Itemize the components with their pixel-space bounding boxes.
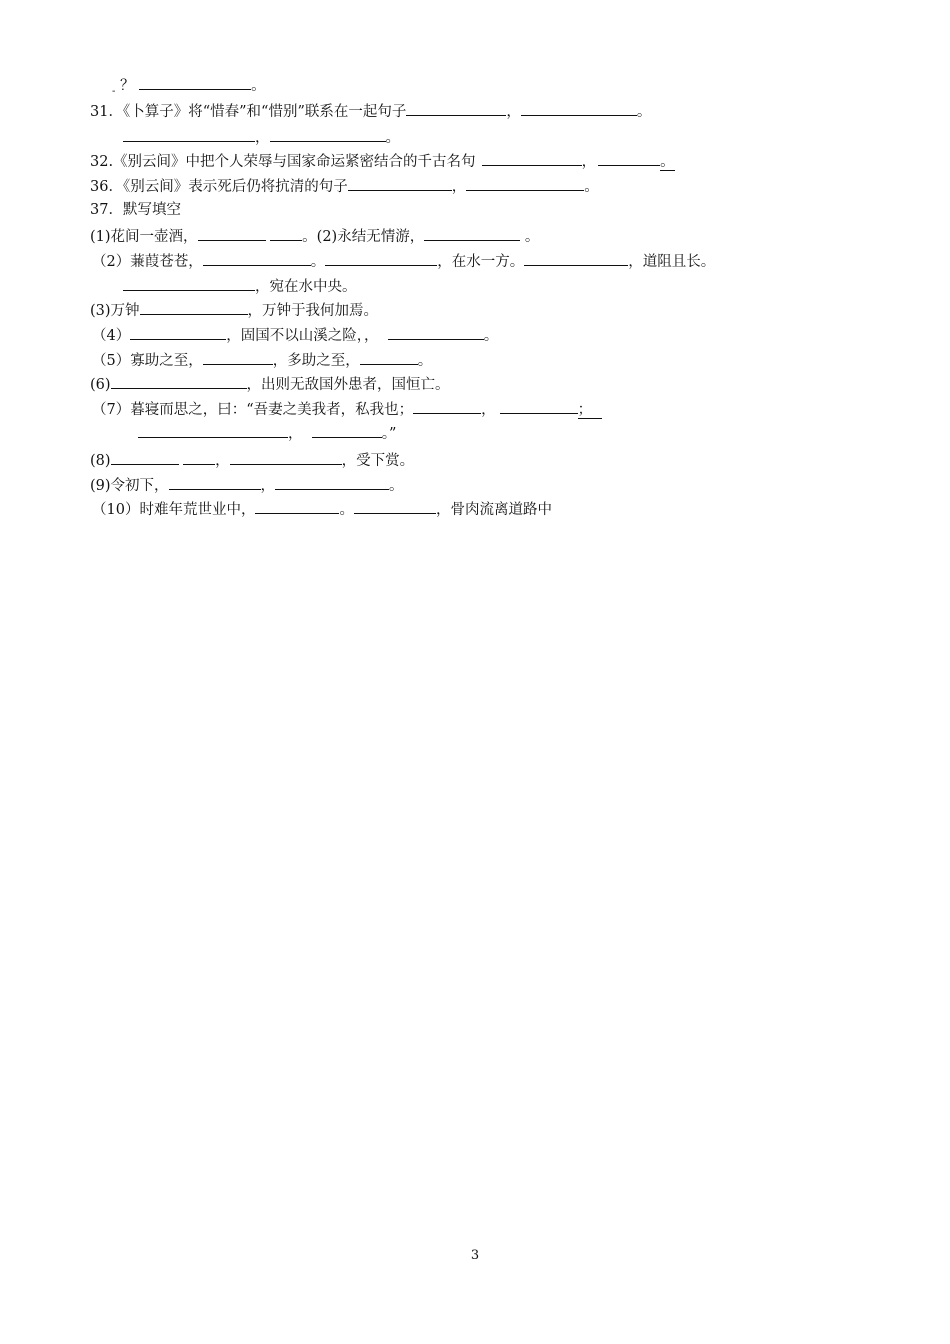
sub-question-2 [92, 251, 715, 272]
question-text: 31．《卜算子》将“惜春”和“惜别”联系在一起句子 [90, 104, 407, 120]
text: ，万钟于我何加焉。 [247, 303, 379, 319]
text: 。 [339, 502, 354, 518]
question-text: 32.《别云间》中把个人荣辱与国家命运紧密结合的千古名句 [90, 154, 476, 170]
sub-question-7 [92, 399, 602, 420]
question-31 [90, 101, 651, 122]
blank[interactable] [270, 226, 302, 241]
text: 。 [389, 478, 404, 494]
blank[interactable] [123, 127, 255, 142]
blank[interactable] [406, 101, 506, 116]
blank[interactable] [111, 374, 247, 389]
text: ， [506, 104, 521, 120]
text: ，多助之至， [272, 353, 360, 369]
text: (9)令初下， [90, 478, 169, 494]
text: 。 [584, 179, 599, 195]
text: ， [255, 130, 270, 146]
text: ， [215, 453, 230, 469]
blank[interactable] [524, 251, 628, 266]
blank[interactable] [138, 423, 288, 438]
sub-question-9 [90, 475, 404, 496]
text: 。 [524, 229, 540, 245]
text: (6) [90, 377, 111, 393]
blank[interactable] [521, 101, 637, 116]
sub-question-6 [90, 374, 450, 395]
blank[interactable] [169, 475, 261, 490]
blank[interactable] [275, 475, 389, 490]
question-37-title [90, 200, 181, 220]
question-36 [90, 176, 599, 197]
text: 。(2)永结无情游， [302, 229, 425, 245]
question-text: 36．《别云间》表示死后仍将抗清的句子 [90, 179, 348, 195]
question-text: 37．默写填空 [90, 202, 181, 218]
text: ， [481, 402, 496, 418]
sub-question-3 [90, 300, 378, 321]
blank[interactable] [388, 325, 484, 340]
blank[interactable] [198, 226, 266, 241]
blank[interactable] [139, 75, 251, 90]
text: ，宛在水中央。 [255, 279, 357, 295]
text: （7）暮寝而思之，曰：“吾妻之美我者，私我也； [92, 402, 414, 418]
blank[interactable] [123, 276, 255, 291]
text: 。 [483, 328, 499, 344]
text: ，道阻且长。 [628, 254, 716, 270]
text: ，受下赏。 [341, 453, 415, 469]
sub-question-7-cont [138, 423, 396, 444]
text: ，固国不以山溪之险，， [226, 328, 379, 344]
text: （5）寡助之至， [92, 353, 203, 369]
sub-question-8 [90, 450, 414, 471]
blank[interactable] [360, 350, 418, 365]
text: 。 [660, 154, 675, 170]
question-32 [90, 151, 675, 172]
text: (3)万钟 [90, 303, 140, 319]
question-31-cont [123, 127, 400, 148]
text: ， [260, 478, 276, 494]
blank[interactable] [354, 499, 436, 514]
blank[interactable] [348, 176, 452, 191]
text: ， [288, 426, 303, 442]
text: ， [451, 179, 467, 195]
text: 。 [251, 78, 266, 94]
blank[interactable] [312, 423, 382, 438]
text: ，在水一方。 [437, 254, 525, 270]
blank[interactable] [325, 251, 437, 266]
blank[interactable] [203, 251, 311, 266]
text: ； [578, 402, 603, 419]
text: 。 [310, 254, 326, 270]
blank[interactable] [482, 151, 582, 166]
text: 。 [385, 130, 400, 146]
text: (1)花间一壶酒， [90, 229, 198, 245]
text: （4） [92, 328, 131, 344]
text: (8) [90, 453, 111, 469]
sub-question-10 [92, 499, 552, 520]
blank[interactable] [270, 127, 386, 142]
text: ，出则无敌国外患者，国恒亡。 [246, 377, 450, 393]
blank[interactable] [500, 399, 578, 414]
blank[interactable] [183, 450, 215, 465]
text: ， [581, 154, 597, 170]
blank[interactable] [413, 399, 481, 414]
blank[interactable] [230, 450, 342, 465]
blank[interactable] [111, 450, 179, 465]
blank[interactable] [203, 350, 273, 365]
sub-question-5 [92, 350, 432, 371]
text: （10）时难年荒世业中， [92, 502, 256, 518]
sub-question-4 [92, 325, 498, 346]
text: 。” [381, 426, 397, 442]
text: 。 [417, 353, 433, 369]
line-0 [112, 75, 266, 102]
blank[interactable] [466, 176, 584, 191]
blank[interactable] [424, 226, 520, 241]
page-number: 3 [470, 1248, 480, 1263]
sub-question-2-cont [123, 276, 357, 297]
sub-question-1 [90, 226, 539, 247]
dash-mark: - [112, 86, 116, 97]
blank[interactable] [130, 325, 226, 340]
text: （2）蒹葭苍苍， [92, 254, 203, 270]
blank[interactable] [255, 499, 339, 514]
blank[interactable] [140, 300, 248, 315]
text: 。 [636, 104, 652, 120]
blank[interactable] [598, 151, 660, 166]
text: ？ [120, 78, 135, 94]
text: ，骨肉流离道路中 [435, 502, 552, 518]
